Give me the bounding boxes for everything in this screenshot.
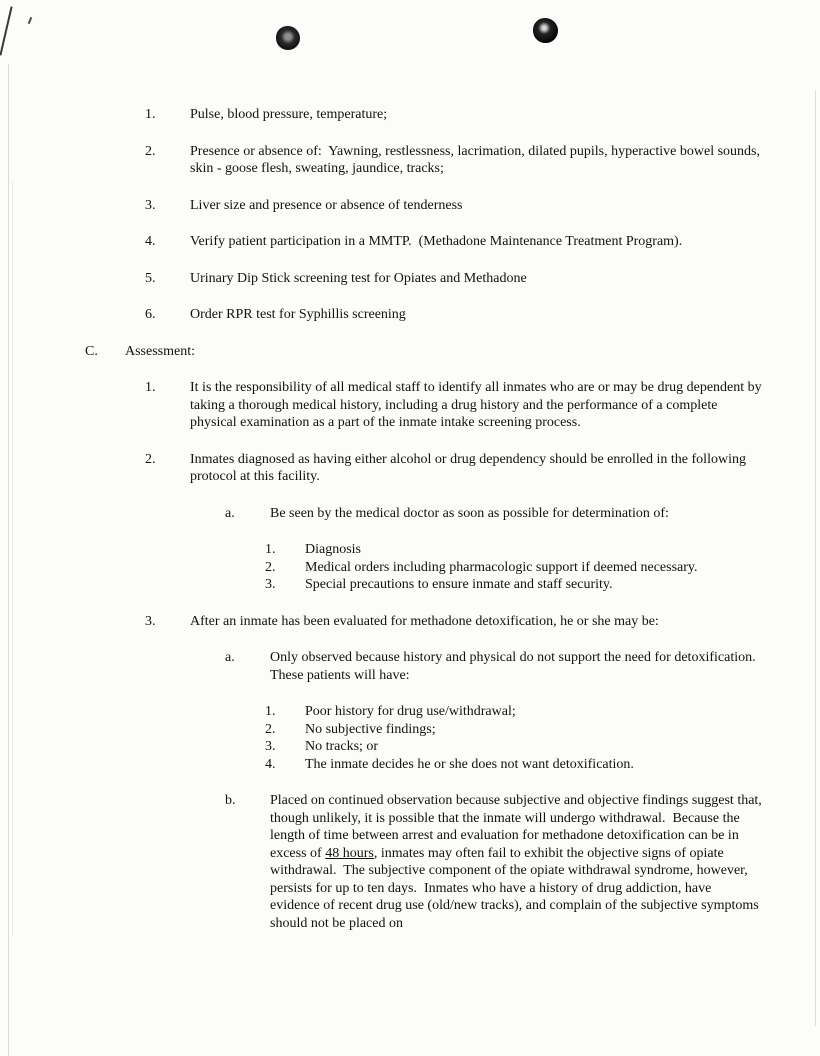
- list-item: [0, 505, 820, 523]
- item-text: [270, 792, 766, 932]
- list-item: [0, 379, 820, 432]
- sub-list: [0, 541, 820, 594]
- list-item: [0, 197, 820, 215]
- item-text: Only observed because history and physical do not support the need for detoxification. These patients will have:: [270, 650, 763, 683]
- item-number: 3.: [265, 577, 276, 592]
- item-text: Pulse, blood pressure, temperature;: [190, 107, 388, 122]
- item-text: No subjective findings;: [305, 721, 436, 737]
- item-text: Presence or absence of: Yawning, restlessness, lacrimation, dilated pupils, hyperactive bowel sounds, skin - goose flesh, sweating, jaundice, tracks;: [190, 143, 764, 176]
- item-number: 3.: [145, 613, 156, 629]
- scan-edge-line-left-2: [12, 180, 13, 936]
- item-text: Medical orders including pharmacologic support if deemed necessary.: [305, 559, 698, 575]
- list-item: [0, 541, 820, 559]
- item-text-pre: Placed on continued observation because subjective and objective findings suggest that, though unlikely, it is possible that the inmate will undergo withdrawal. Because the length of time between arrest and evaluation for methadone detoxification can be in excess of: [270, 793, 766, 861]
- item-number: 4.: [145, 234, 156, 249]
- item-letter: a.: [225, 650, 235, 665]
- list-item: [0, 576, 820, 594]
- list-item: [0, 649, 820, 684]
- item-number: 5.: [145, 270, 156, 286]
- hole-punch-right: [533, 18, 558, 43]
- sub-list: [0, 703, 820, 773]
- item-text: Inmates diagnosed as having either alcohol or drug dependency should be enrolled in the following protocol at this facility.: [190, 451, 750, 484]
- item-text: Order RPR test for Syphillis screening: [190, 307, 406, 322]
- section-letter: C.: [85, 343, 98, 359]
- item-text: Verify patient participation in a MMTP. (Methadone Maintenance Treatment Program).: [190, 234, 683, 249]
- item-number: 3.: [265, 739, 276, 754]
- hole-punch-left: [276, 26, 300, 50]
- item-text: It is the responsibility of all medical staff to identify all inmates who are or may be drug dependent by taking a thorough medical history, including a drug history and the performance of a complete physical examination as a part of the inmate intake screening process.: [190, 380, 766, 430]
- scan-edge-line-left: [8, 64, 9, 1056]
- list-item: [0, 270, 820, 288]
- item-text: No tracks; or: [305, 739, 379, 754]
- list-item: [0, 756, 820, 774]
- list-item: [0, 738, 820, 756]
- list-item: [0, 233, 820, 251]
- underlined-phrase: 48 hours: [325, 845, 374, 861]
- item-letter: a.: [225, 505, 235, 521]
- scan-edge-line-right: [815, 90, 816, 1026]
- item-number: 1.: [265, 542, 276, 557]
- item-number: 2.: [145, 451, 156, 467]
- section-heading: [0, 343, 820, 361]
- item-text: Special precautions to ensure inmate and staff security.: [305, 577, 613, 592]
- item-text: Diagnosis: [305, 542, 361, 557]
- list-item: [0, 792, 820, 932]
- list-item: [0, 106, 820, 124]
- item-text-post: , inmates may often fail to exhibit the objective signs of opiate withdrawal. The subjective component of the opiate withdrawal syndrome, however, persists for up to ten days. Inmates who have a history of drug addiction, have evidence of recent drug use (old/new tracks), and complain of the subjective symptoms should not be placed on: [270, 845, 763, 931]
- item-number: 1.: [145, 107, 156, 122]
- list-item: [0, 143, 820, 178]
- item-text: The inmate decides he or she does not want detoxification.: [305, 756, 634, 772]
- list-item: [0, 306, 820, 324]
- item-text: Urinary Dip Stick screening test for Opiates and Methadone: [190, 270, 527, 286]
- item-number: 2.: [265, 721, 276, 737]
- item-number: 4.: [265, 756, 276, 772]
- item-number: 2.: [265, 559, 276, 575]
- item-letter: b.: [225, 793, 236, 808]
- item-number: 1.: [265, 704, 276, 719]
- item-text: Be seen by the medical doctor as soon as possible for determination of:: [270, 505, 669, 521]
- list-item: [0, 559, 820, 577]
- item-number: 1.: [145, 380, 156, 395]
- item-number: 6.: [145, 307, 156, 322]
- item-text: After an inmate has been evaluated for methadone detoxification, he or she may be:: [190, 613, 659, 629]
- item-number: 3.: [145, 197, 156, 213]
- list-item: [0, 613, 820, 631]
- list-item: [0, 721, 820, 739]
- item-number: 2.: [145, 143, 156, 159]
- item-text: Poor history for drug use/withdrawal;: [305, 704, 516, 719]
- list-item: [0, 451, 820, 486]
- item-text: Liver size and presence or absence of tenderness: [190, 197, 463, 213]
- list-item: [0, 703, 820, 721]
- section-title: Assessment:: [125, 343, 195, 359]
